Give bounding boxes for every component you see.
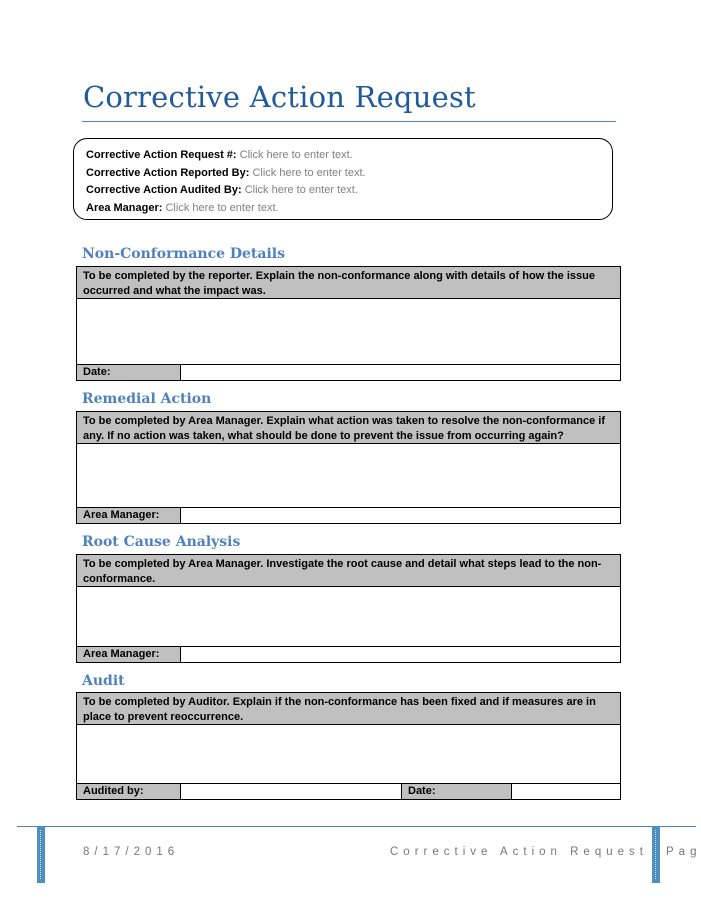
table-footer-row <box>77 365 620 380</box>
area-manager-field[interactable]: Click here to enter text. <box>165 201 279 214</box>
audit-date-label: Date: <box>402 784 512 799</box>
document-title: Corrective Action Request <box>83 80 476 114</box>
table-footer-row <box>77 784 620 799</box>
section-title-audit: Audit <box>82 673 125 689</box>
audit-input[interactable] <box>77 725 620 784</box>
root-cause-input[interactable] <box>77 587 620 647</box>
table-instructions: To be completed by Auditor. Explain if the non-conformance has been fixed and if measures are in place to prevent reoccurrence. <box>77 693 620 725</box>
non-conformance-details-input[interactable] <box>77 299 620 365</box>
footer-right-bar <box>652 826 660 883</box>
audit-table <box>76 692 621 800</box>
info-label: Area Manager: <box>86 201 163 214</box>
footer-rule <box>17 826 696 827</box>
section-title-root-cause: Root Cause Analysis <box>82 534 241 550</box>
request-info-box <box>73 138 613 220</box>
date-label: Date: <box>77 365 181 380</box>
info-label: Corrective Action Request #: <box>86 149 237 161</box>
non-conformance-table <box>76 266 621 381</box>
title-underline <box>82 121 616 122</box>
area-manager-sign-field[interactable] <box>181 508 620 523</box>
date-field[interactable] <box>181 365 620 380</box>
table-instructions: To be completed by Area Manager. Explain what action was taken to resolve the non-conformance if any. If no action was taken, what should be done to prevent the issue from occurring again? <box>77 412 620 444</box>
audited-by-sign-field[interactable] <box>181 784 402 799</box>
section-title-non-conformance: Non-Conformance Details <box>82 246 285 262</box>
info-row-reported-by <box>86 165 612 183</box>
footer-page-label: Pag <box>666 846 701 858</box>
audited-by-field[interactable]: Click here to enter text. <box>244 184 358 196</box>
table-footer-row <box>77 647 620 662</box>
footer-document-title: Corrective Action Request <box>390 846 648 858</box>
section-title-remedial-action: Remedial Action <box>82 391 212 407</box>
info-row-audited-by <box>86 182 612 200</box>
footer-date: 8/17/2016 <box>83 846 180 858</box>
remedial-action-input[interactable] <box>77 444 620 508</box>
audited-by-label: Audited by: <box>77 784 181 799</box>
info-row-request-number <box>86 147 612 165</box>
request-number-field[interactable]: Click here to enter text. <box>239 149 353 161</box>
footer-left-bar <box>37 826 45 883</box>
table-footer-row <box>77 508 620 523</box>
info-row-area-manager <box>86 200 612 218</box>
table-instructions: To be completed by the reporter. Explain the non-conformance along with details of how the issue occurred and what the impact was. <box>77 267 620 299</box>
info-label: Corrective Action Reported By: <box>86 166 250 179</box>
root-cause-table <box>76 554 621 663</box>
table-instructions: To be completed by Area Manager. Investigate the root cause and detail what steps lead to the non-conformance. <box>77 555 620 587</box>
info-label: Corrective Action Audited By: <box>86 184 242 196</box>
remedial-action-table <box>76 411 621 524</box>
reported-by-field[interactable]: Click here to enter text. <box>252 166 366 179</box>
area-manager-label: Area Manager: <box>77 647 181 662</box>
area-manager-sign-field[interactable] <box>181 647 620 662</box>
audit-date-field[interactable] <box>512 784 620 799</box>
area-manager-label: Area Manager: <box>77 508 181 523</box>
